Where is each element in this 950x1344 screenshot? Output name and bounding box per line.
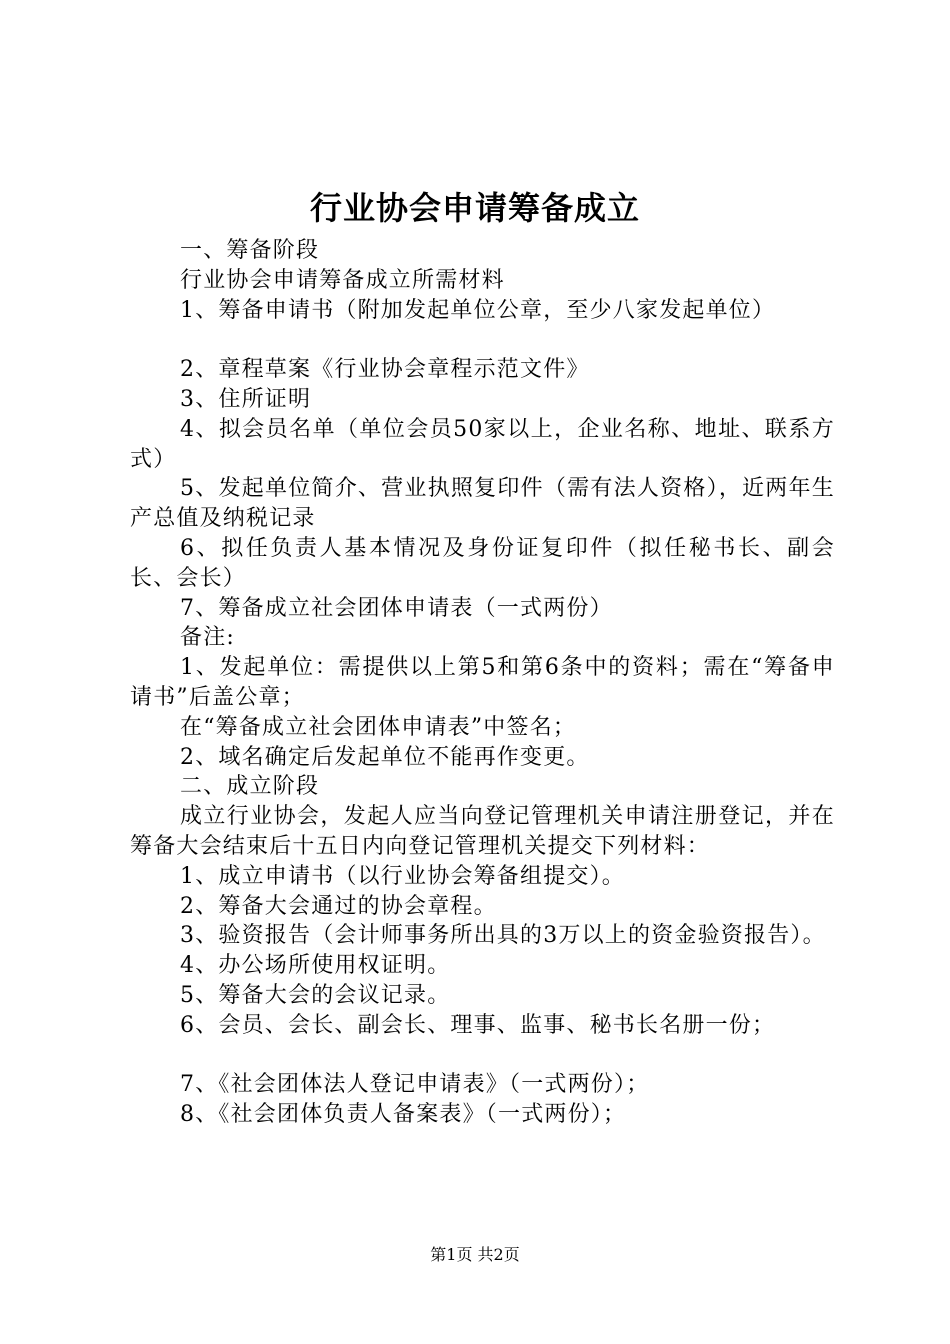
paragraph: 4、拟会员名单（单位会员50家以上，企业名称、地址、联系方式）: [130, 416, 835, 472]
paragraph: 4、办公场所使用权证明。: [180, 953, 451, 979]
paragraph: 8、《社会团体负责人备案表》（一式两份）；: [180, 1102, 627, 1128]
paragraph: 二、成立阶段: [180, 774, 320, 800]
document-body: [130, 236, 835, 1130]
page-footer: 第1页 共2页: [430, 1245, 520, 1264]
paragraph: 一、筹备阶段: [180, 238, 320, 263]
blank-line: [130, 325, 835, 355]
page-title: 行业协会申请筹备成立: [309, 189, 640, 227]
paragraph: 在“筹备成立社会团体申请表”中签名；: [180, 714, 577, 740]
paragraph: 1、筹备申请书（附加发起单位公章，至少八家发起单位）: [180, 297, 776, 323]
paragraph: 3、住所证明: [180, 386, 312, 412]
paragraph: 5、筹备大会的会议记录。: [180, 982, 451, 1008]
paragraph: 备注:: [180, 625, 236, 651]
paragraph: 1、成立申请书（以行业协会筹备组提交）。: [180, 863, 625, 889]
paragraph: 7、筹备成立社会团体申请表（一式两份）: [180, 595, 613, 621]
paragraph: 2、域名确定后发起单位不能再作变更。: [180, 744, 590, 770]
paragraph: 成立行业协会，发起人应当向登记管理机关申请注册登记，并在筹备大会结束后十五日内向登记管理机关提交下列材料：: [130, 804, 835, 859]
paragraph: 6、拟任负责人基本情况及身份证复印件（拟任秘书长、副会长、会长）: [130, 535, 835, 591]
paragraph: 3、验资报告（会计师事务所出具的3万以上的资金验资报告）。: [180, 923, 826, 949]
paragraph: 1、发起单位：需提供以上第5和第6条中的资料；需在“筹备申请书”后盖公章；: [130, 655, 835, 710]
paragraph: 2、筹备大会通过的协会章程。: [180, 893, 497, 919]
blank-line: [130, 1041, 835, 1071]
paragraph: 5、发起单位简介、营业执照复印件（需有法人资格），近两年生产总值及纳税记录: [130, 476, 835, 532]
paragraph: 7、《社会团体法人登记申请表》（一式两份）；: [180, 1072, 650, 1098]
paragraph: 6、会员、会长、副会长、理事、监事、秘书长名册一份；: [180, 1012, 776, 1038]
paragraph: 2、章程草案《行业协会章程示范文件》: [180, 357, 590, 383]
paragraph: 行业协会申请筹备成立所需材料: [180, 267, 505, 293]
